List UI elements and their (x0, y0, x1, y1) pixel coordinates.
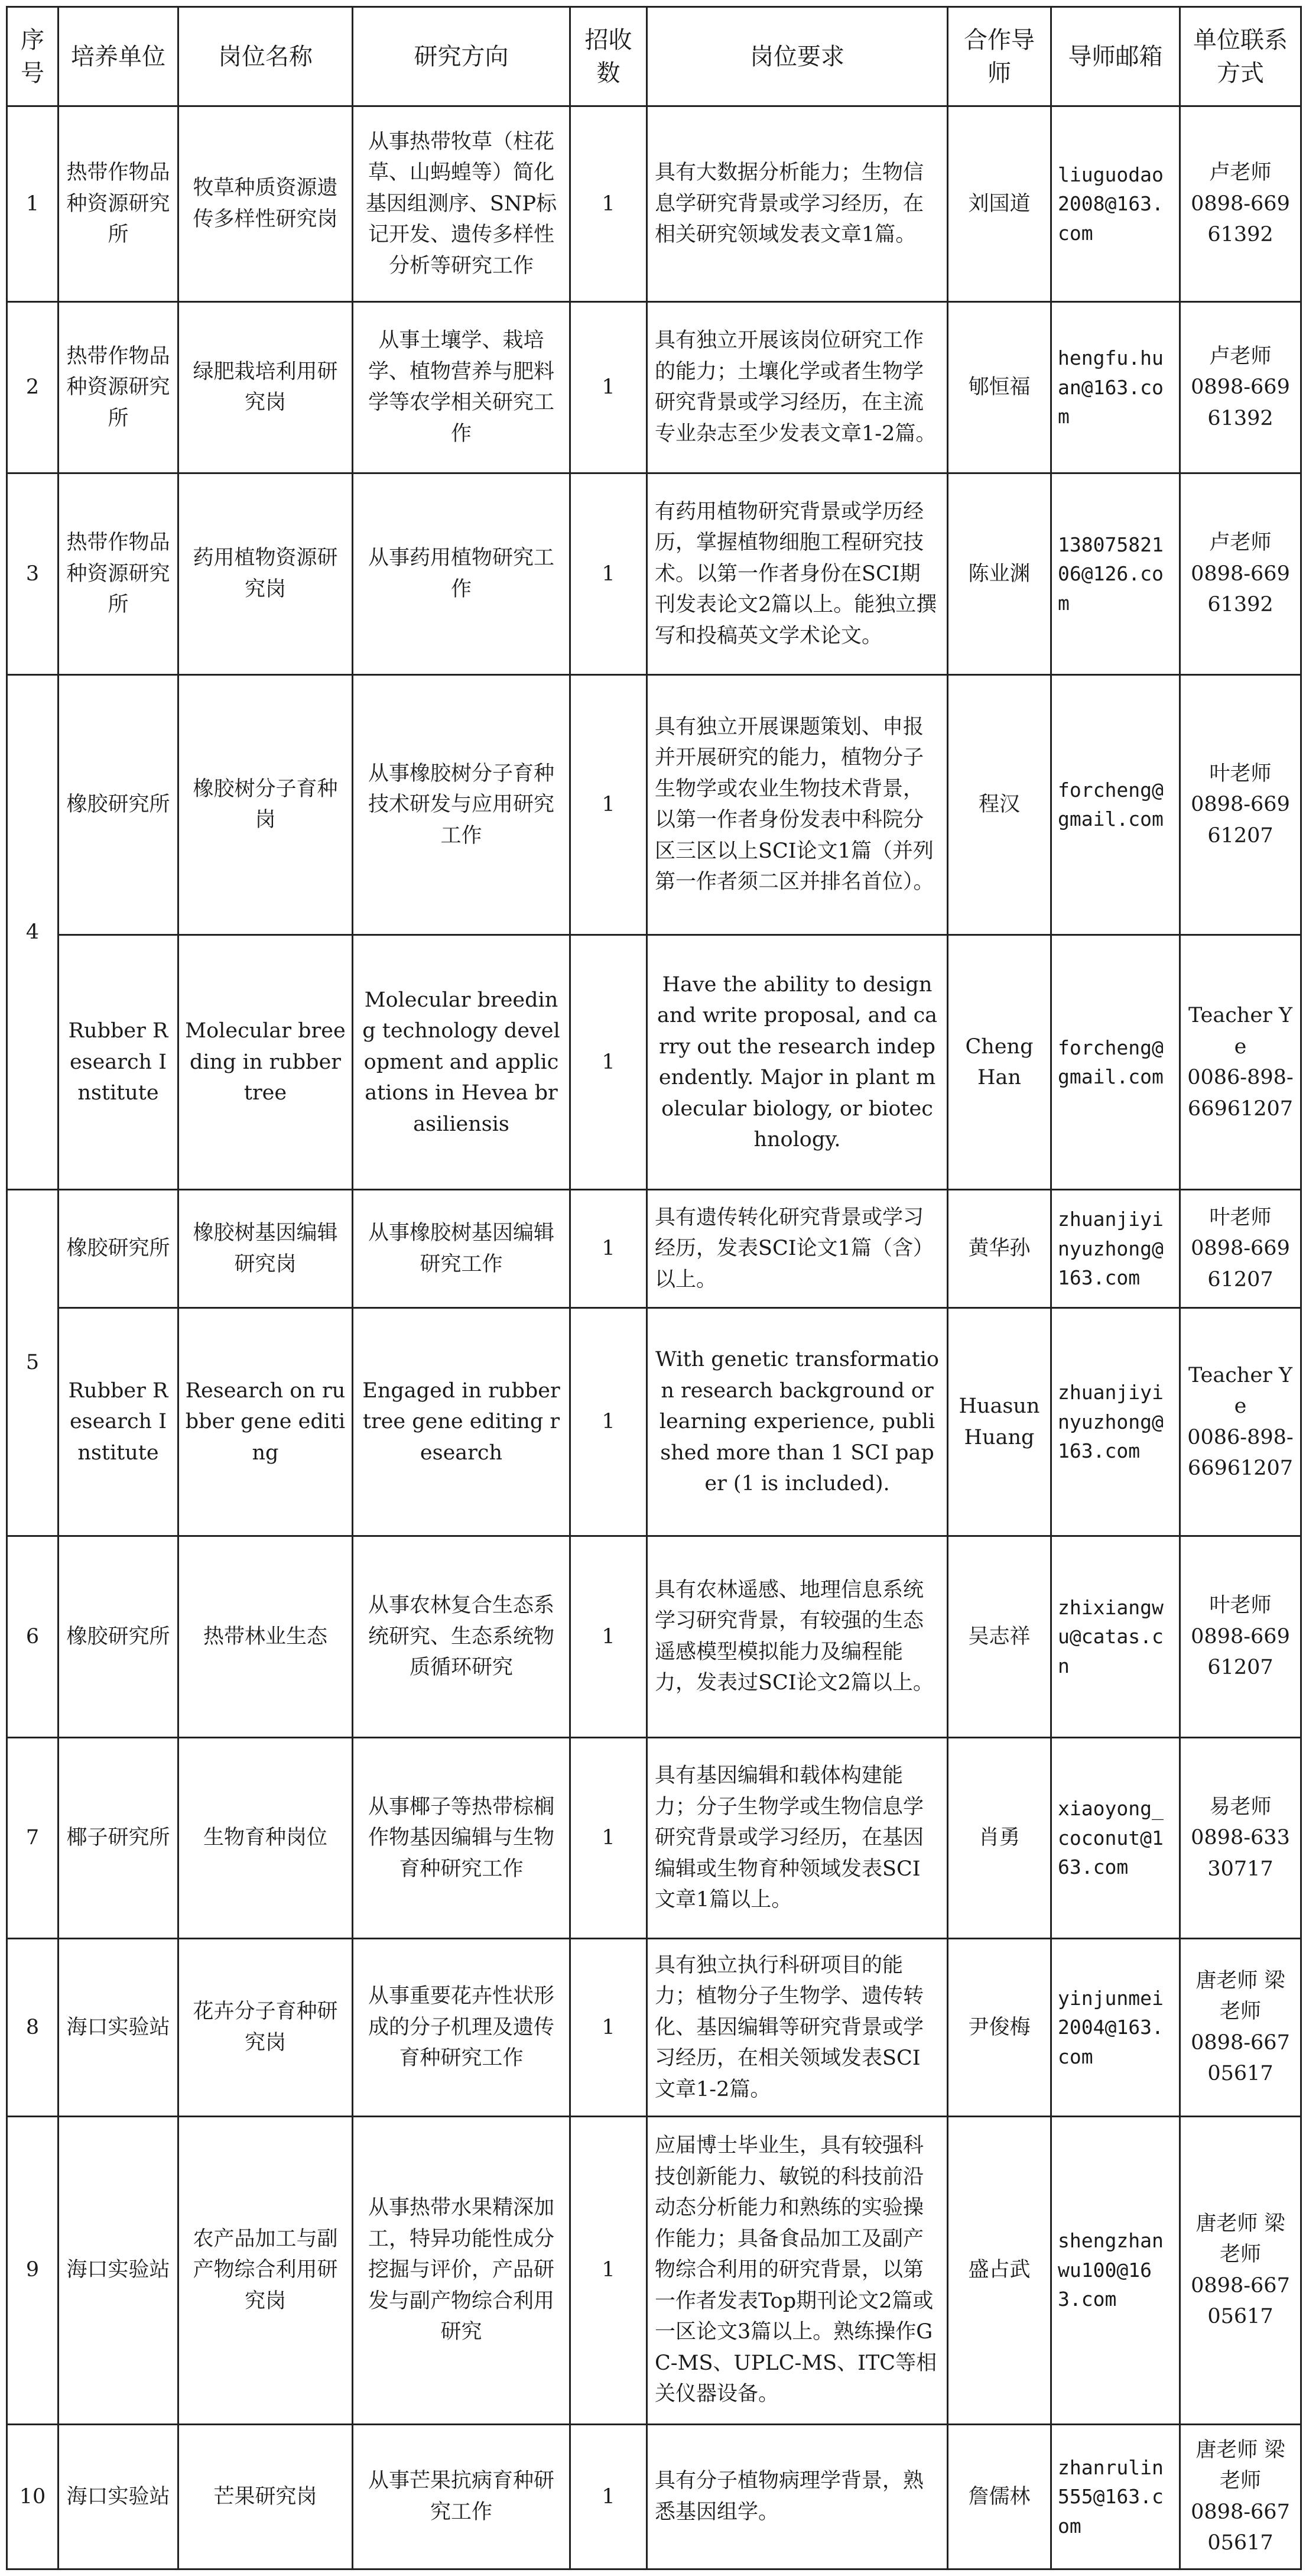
contact-name: 叶老师 (1209, 761, 1272, 786)
cell-direction: 从事药用植物研究工作 (353, 473, 570, 675)
table-row (7, 301, 1301, 473)
cell-supervisor: 黄华孙 (948, 1190, 1051, 1308)
cell-direction: 从事热带牧草（柱花草、山蚂蝗等）简化基因组测序、SNP标记开发、遗传多样性分析等研究工作 (353, 106, 570, 302)
cell-contact (1180, 1939, 1301, 2117)
cell-no: 4 (7, 674, 59, 1189)
header-row (7, 7, 1301, 106)
contact-phone: 0898-66961392 (1191, 375, 1290, 430)
cell-position: 农产品加工与副产物综合利用研究岗 (178, 2116, 353, 2424)
cell-supervisor: Cheng Han (948, 935, 1051, 1190)
contact-phone: 0086-898-66961207 (1187, 1066, 1294, 1121)
cell-contact (1180, 2116, 1301, 2424)
cell-supervisor: 郇恒福 (948, 301, 1051, 473)
cell-no: 6 (7, 1536, 59, 1738)
table-row (7, 473, 1301, 675)
cell-contact (1180, 1536, 1301, 1738)
header-supervisor: 合作导师 (948, 7, 1051, 106)
cell-requirement: Have the ability to design and write proposal, and carry out the research independently. Major in plant molecular biology, or biotechnology. (647, 935, 948, 1190)
cell-position: 花卉分子育种研究岗 (178, 1939, 353, 2117)
postdoc-position-table (6, 6, 1302, 2570)
cell-unit: 橡胶研究所 (59, 1190, 178, 1308)
cell-unit: 海口实验站 (59, 1939, 178, 2117)
cell-position: 绿肥栽培利用研究岗 (178, 301, 353, 473)
cell-requirement: 具有独立开展该岗位研究工作的能力；土壤化学或者生物学研究背景或学习经历，在主流专业杂志至少发表文章1-2篇。 (647, 301, 948, 473)
contact-phone: 0898-63330717 (1191, 1826, 1290, 1881)
cell-direction: 从事重要花卉性状形成的分子机理及遗传育种研究工作 (353, 1939, 570, 2117)
cell-requirement: 应届博士毕业生，具有较强科技创新能力、敏锐的科技前沿动态分析能力和熟练的实验操作能力；具备食品加工及副产物综合利用的研究背景，以第一作者发表Top期刊论文2篇或一区论文3篇以上。熟练操作GC-MS、UPLC-MS、ITC等相关仪器设备。 (647, 2116, 948, 2424)
cell-position: 橡胶树基因编辑研究岗 (178, 1190, 353, 1308)
cell-supervisor: 肖勇 (948, 1737, 1051, 1939)
cell-position: 芒果研究岗 (178, 2424, 353, 2569)
cell-direction: Engaged in rubber tree gene editing research (353, 1308, 570, 1536)
cell-unit: 热带作物品种资源研究所 (59, 301, 178, 473)
cell-no: 10 (7, 2424, 59, 2569)
cell-count: 1 (570, 1308, 647, 1536)
cell-direction: 从事芒果抗病育种研究工作 (353, 2424, 570, 2569)
table-row (7, 106, 1301, 302)
contact-phone: 0898-66961392 (1191, 562, 1290, 617)
cell-position: 橡胶树分子育种岗 (178, 674, 353, 935)
cell-count: 1 (570, 2424, 647, 2569)
cell-requirement: 具有独立执行科研项目的能力；植物分子生物学、遗传转化、基因编辑等研究背景或学习经历，在相关领域发表SCI文章1-2篇。 (647, 1939, 948, 2117)
cell-requirement: 有药用植物研究背景或学历经历，掌握植物细胞工程研究技术。以第一作者身份在SCI期刊发表论文2篇以上。能独立撰写和投稿英文学术论文。 (647, 473, 948, 675)
table-row (7, 1737, 1301, 1939)
contact-name: 叶老师 (1209, 1594, 1272, 1618)
header-requirement: 岗位要求 (647, 7, 948, 106)
header-no: 序号 (7, 7, 59, 106)
cell-count: 1 (570, 301, 647, 473)
cell-requirement: With genetic transformation research background or learning experience, published more than 1 SCI paper (1 is included). (647, 1308, 948, 1536)
cell-email: 13807582106@126.com (1051, 473, 1180, 675)
contact-name: 易老师 (1209, 1795, 1272, 1819)
cell-requirement: 具有大数据分析能力；生物信息学研究背景或学习经历，在相关研究领域发表文章1篇。 (647, 106, 948, 302)
cell-unit: 椰子研究所 (59, 1737, 178, 1939)
cell-unit: Rubber Research Institute (59, 1308, 178, 1536)
cell-email: shengzhanwu100@163.com (1051, 2116, 1180, 2424)
contact-name: Teacher Ye (1188, 1363, 1293, 1419)
cell-no: 5 (7, 1190, 59, 1536)
cell-requirement: 具有遗传转化研究背景或学习经历，发表SCI论文1篇（含）以上。 (647, 1190, 948, 1308)
table-row (7, 1190, 1301, 1308)
cell-count: 1 (570, 2116, 647, 2424)
cell-no: 1 (7, 106, 59, 302)
cell-requirement: 具有基因编辑和载体构建能力；分子生物学或生物信息学研究背景或学习经历，在基因编辑或生物育种领域发表SCI文章1篇以上。 (647, 1737, 948, 1939)
contact-phone: 0898-66705617 (1191, 2500, 1290, 2555)
contact-name: 唐老师 梁老师 (1195, 2211, 1285, 2267)
cell-email: xiaoyong_coconut@163.com (1051, 1737, 1180, 1939)
cell-supervisor: Huasun Huang (948, 1308, 1051, 1536)
table-row (7, 2424, 1301, 2569)
cell-direction: 从事农林复合生态系统研究、生态系统物质循环研究 (353, 1536, 570, 1738)
cell-supervisor: 吴志祥 (948, 1536, 1051, 1738)
contact-phone: 0898-66961207 (1191, 793, 1290, 848)
table-row (7, 674, 1301, 935)
cell-position: 热带林业生态 (178, 1536, 353, 1738)
cell-supervisor: 盛占武 (948, 2116, 1051, 2424)
cell-no: 3 (7, 473, 59, 675)
cell-unit: 海口实验站 (59, 2116, 178, 2424)
contact-phone: 0898-66961207 (1191, 1237, 1290, 1292)
cell-unit: 热带作物品种资源研究所 (59, 106, 178, 302)
cell-unit: 橡胶研究所 (59, 1536, 178, 1738)
table-row (7, 1536, 1301, 1738)
cell-requirement: 具有独立开展课题策划、申报并开展研究的能力，植物分子生物学或农业生物技术背景，以第一作者身份发表中科院分区三区以上SCI论文1篇（并列第一作者须二区并排名首位）。 (647, 674, 948, 935)
table-row (7, 935, 1301, 1190)
cell-position: 生物育种岗位 (178, 1737, 353, 1939)
header-count: 招收数 (570, 7, 647, 106)
cell-contact (1180, 1190, 1301, 1308)
cell-no: 2 (7, 301, 59, 473)
cell-position: Research on rubber gene editing (178, 1308, 353, 1536)
cell-no: 8 (7, 1939, 59, 2117)
cell-no: 9 (7, 2116, 59, 2424)
cell-count: 1 (570, 674, 647, 935)
cell-supervisor: 程汉 (948, 674, 1051, 935)
cell-supervisor: 詹儒林 (948, 2424, 1051, 2569)
table-row (7, 2116, 1301, 2424)
contact-name: 卢老师 (1209, 531, 1272, 555)
header-contact: 单位联系方式 (1180, 7, 1301, 106)
cell-email: zhixiangwu@catas.cn (1051, 1536, 1180, 1738)
header-direction: 研究方向 (353, 7, 570, 106)
cell-position: 药用植物资源研究岗 (178, 473, 353, 675)
cell-email: liuguodao2008@163.com (1051, 106, 1180, 302)
cell-contact (1180, 301, 1301, 473)
contact-name: 唐老师 梁老师 (1195, 2438, 1285, 2493)
cell-count: 1 (570, 935, 647, 1190)
cell-supervisor: 刘国道 (948, 106, 1051, 302)
cell-unit: Rubber Research Institute (59, 935, 178, 1190)
header-unit: 培养单位 (59, 7, 178, 106)
cell-email: forcheng@gmail.com (1051, 674, 1180, 935)
cell-unit: 橡胶研究所 (59, 674, 178, 935)
cell-contact (1180, 935, 1301, 1190)
table-row (7, 1939, 1301, 2117)
cell-email: forcheng@gmail.com (1051, 935, 1180, 1190)
cell-unit: 热带作物品种资源研究所 (59, 473, 178, 675)
cell-contact (1180, 1737, 1301, 1939)
header-email: 导师邮箱 (1051, 7, 1180, 106)
cell-requirement: 具有分子植物病理学背景，熟悉基因组学。 (647, 2424, 948, 2569)
cell-count: 1 (570, 1536, 647, 1738)
cell-direction: 从事橡胶树基因编辑研究工作 (353, 1190, 570, 1308)
contact-name: 卢老师 (1209, 344, 1272, 368)
contact-phone: 0086-898-66961207 (1187, 1425, 1294, 1481)
cell-contact (1180, 473, 1301, 675)
cell-direction: 从事橡胶树分子育种技术研发与应用研究工作 (353, 674, 570, 935)
cell-direction: 从事土壤学、栽培学、植物营养与肥料学等农学相关研究工作 (353, 301, 570, 473)
cell-count: 1 (570, 1190, 647, 1308)
cell-no: 7 (7, 1737, 59, 1939)
cell-supervisor: 尹俊梅 (948, 1939, 1051, 2117)
cell-contact (1180, 674, 1301, 935)
cell-position: 牧草种质资源遗传多样性研究岗 (178, 106, 353, 302)
contact-phone: 0898-66961392 (1191, 192, 1290, 247)
cell-count: 1 (570, 1939, 647, 2117)
cell-email: zhuanjiyinyuzhong@163.com (1051, 1308, 1180, 1536)
cell-count: 1 (570, 473, 647, 675)
contact-phone: 0898-66705617 (1191, 2030, 1290, 2086)
contact-name: 卢老师 (1209, 161, 1272, 185)
table-row (7, 1308, 1301, 1536)
contact-name: Teacher Ye (1188, 1004, 1293, 1059)
cell-email: hengfu.huan@163.com (1051, 301, 1180, 473)
cell-supervisor: 陈业渊 (948, 473, 1051, 675)
cell-direction: 从事热带水果精深加工，特异功能性成分挖掘与评价，产品研发与副产物综合利用研究 (353, 2116, 570, 2424)
cell-count: 1 (570, 1737, 647, 1939)
cell-position: Molecular breeding in rubber tree (178, 935, 353, 1190)
contact-phone: 0898-66961207 (1191, 1624, 1290, 1680)
cell-email: zhuanjiyinyuzhong@163.com (1051, 1190, 1180, 1308)
cell-contact (1180, 1308, 1301, 1536)
cell-unit: 海口实验站 (59, 2424, 178, 2569)
cell-direction: Molecular breeding technology development and applications in Hevea brasiliensis (353, 935, 570, 1190)
contact-name: 叶老师 (1209, 1205, 1272, 1229)
contact-name: 唐老师 梁老师 (1195, 1968, 1285, 2024)
cell-email: yinjunmei2004@163.com (1051, 1939, 1180, 2117)
cell-direction: 从事椰子等热带棕榈作物基因编辑与生物育种研究工作 (353, 1737, 570, 1939)
contact-phone: 0898-66705617 (1191, 2273, 1290, 2329)
cell-contact (1180, 106, 1301, 302)
header-position: 岗位名称 (178, 7, 353, 106)
cell-contact (1180, 2424, 1301, 2569)
cell-requirement: 具有农林遥感、地理信息系统学习研究背景，有较强的生态遥感模型模拟能力及编程能力，发表过SCI论文2篇以上。 (647, 1536, 948, 1738)
cell-count: 1 (570, 106, 647, 302)
cell-email: zhanrulin555@163.com (1051, 2424, 1180, 2569)
